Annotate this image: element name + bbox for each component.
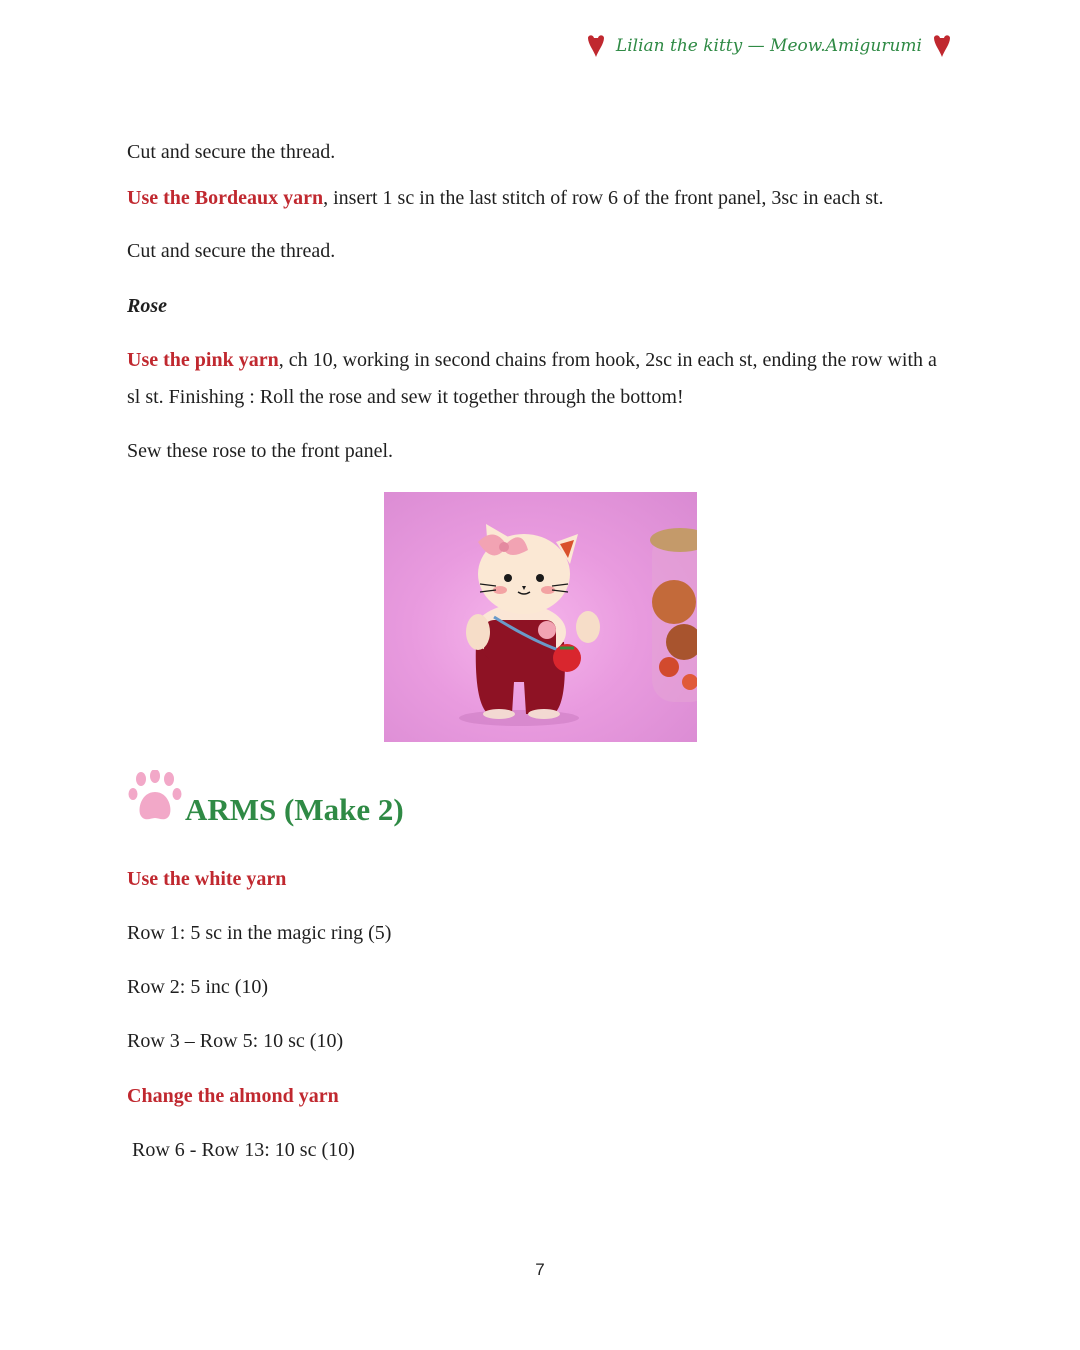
page-number: 7 <box>535 1260 545 1279</box>
heart-icon <box>584 34 608 58</box>
bordeaux-yarn-text: , insert 1 sc in the last stitch of row 6 of the front panel, 3sc in each st. <box>323 187 884 209</box>
arms-title: ARMS (Make 2) <box>185 792 404 827</box>
almond-yarn-instruction: Change the almond yarn <box>127 1085 339 1107</box>
pink-yarn-text: , ch 10, working in second chains from hook, 2sc in each st, ending the row with a sl st. Finishing : Roll the rose and sew it together through the bottom! <box>127 349 937 408</box>
page-header <box>584 34 954 58</box>
header-title: Lilian the kitty — Meow.Amigurumi <box>615 36 922 56</box>
paragraph-bordeaux-yarn <box>127 180 947 217</box>
paragraph-cut-thread-2: Cut and secure the thread. <box>127 240 336 262</box>
arms-row-3-5: Row 3 – Row 5: 10 sc (10) <box>127 1030 344 1052</box>
rose-heading: Rose <box>127 295 167 317</box>
kitty-photo <box>384 492 697 742</box>
white-yarn-instruction: Use the white yarn <box>127 868 287 890</box>
paragraph-pink-yarn <box>127 342 947 416</box>
arms-row-2: Row 2: 5 inc (10) <box>127 976 269 998</box>
arms-row-6-13: Row 6 - Row 13: 10 sc (10) <box>127 1139 355 1161</box>
paragraph-sew-rose: Sew these rose to the front panel. <box>127 440 394 462</box>
kitty-illustration <box>384 492 697 742</box>
paragraph-cut-thread-1: Cut and secure the thread. <box>127 141 336 163</box>
paw-icon <box>127 770 183 826</box>
arms-row-1: Row 1: 5 sc in the magic ring (5) <box>127 922 392 944</box>
heart-icon <box>930 34 954 58</box>
pink-yarn-highlight: Use the pink yarn <box>127 349 279 371</box>
bordeaux-yarn-highlight: Use the Bordeaux yarn <box>127 187 324 209</box>
arms-section-heading <box>127 770 404 826</box>
